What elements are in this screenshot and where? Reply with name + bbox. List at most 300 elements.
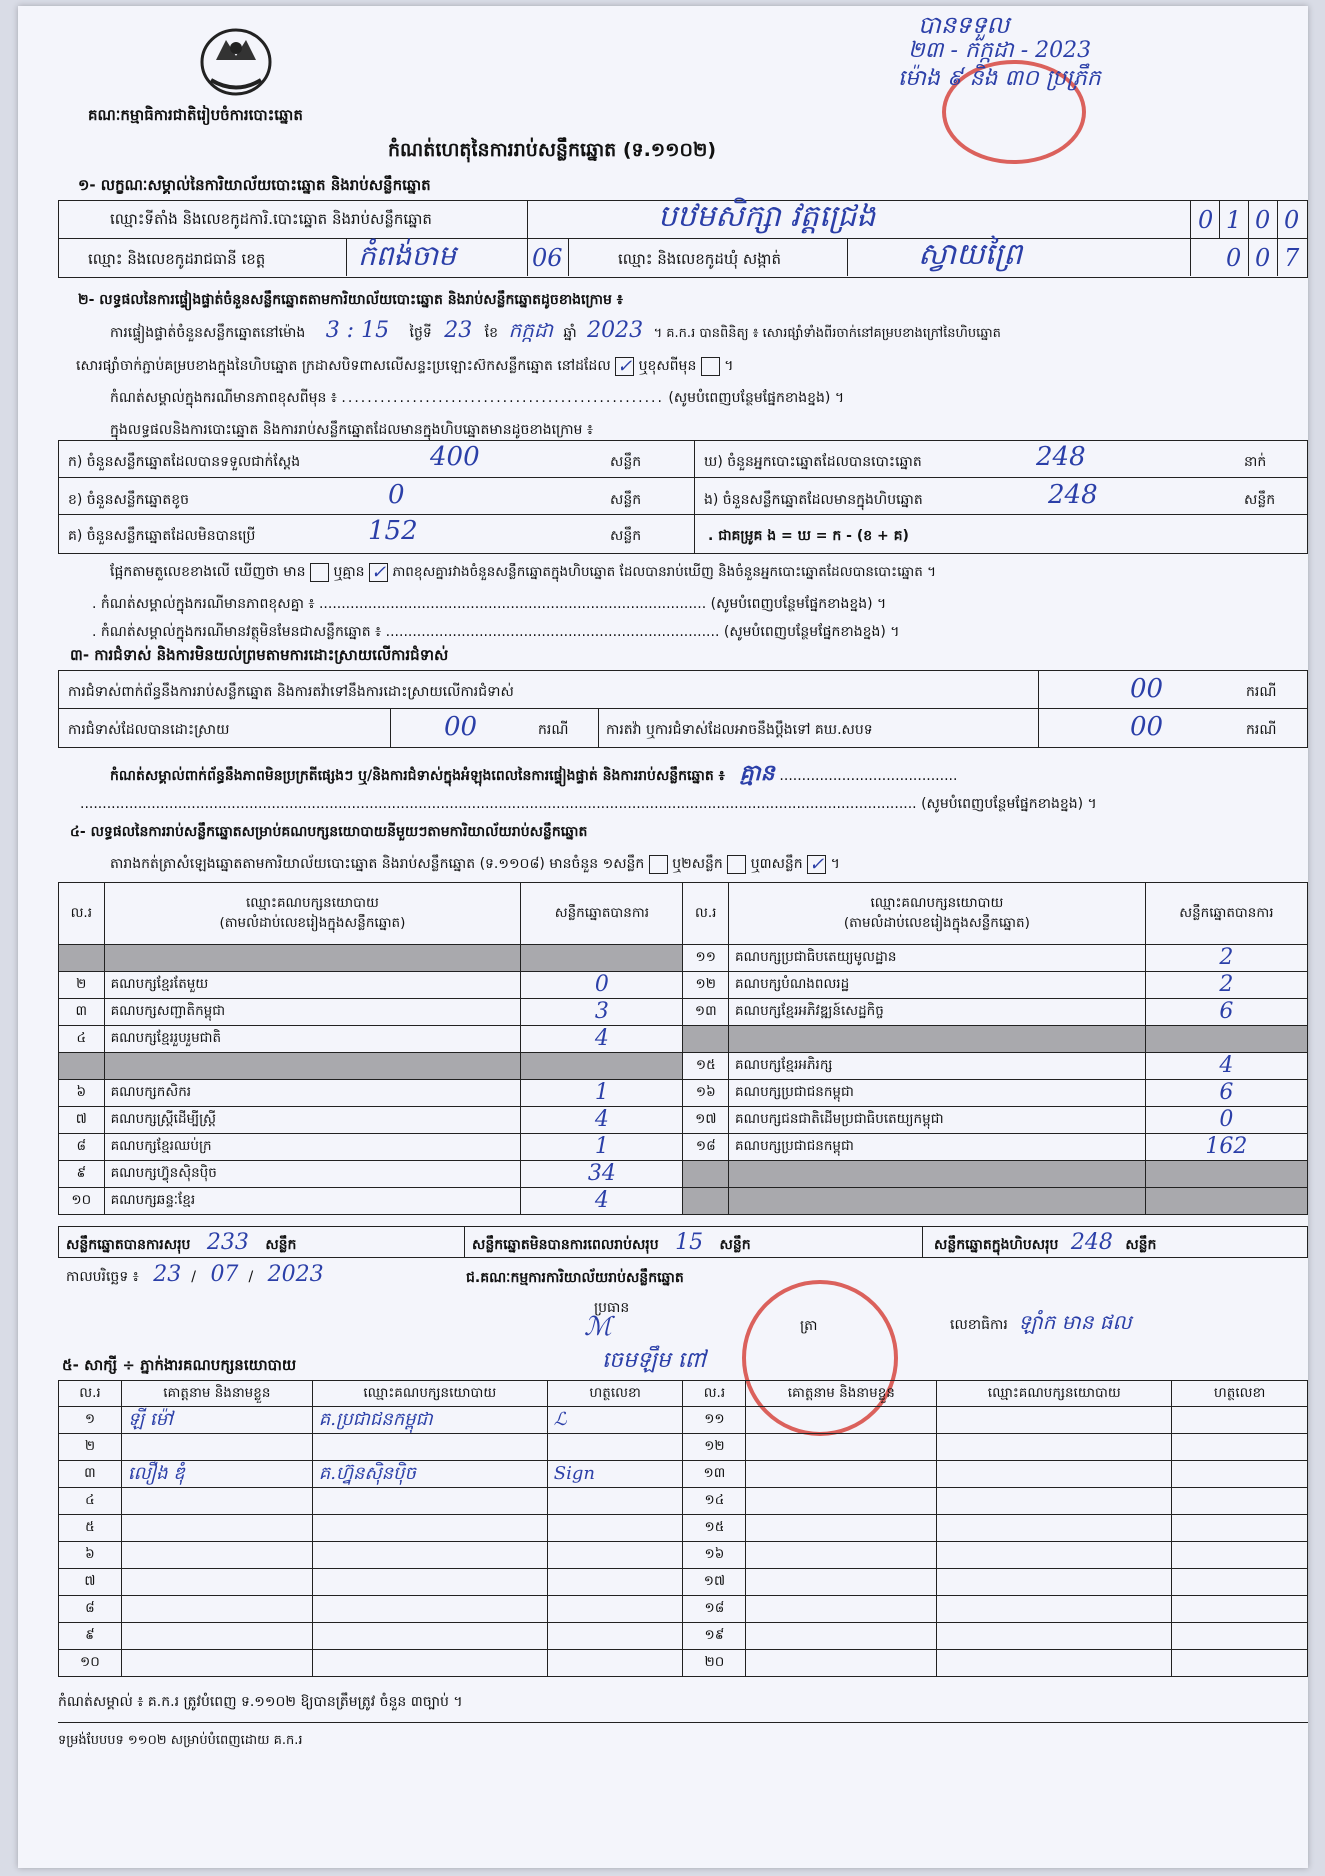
witness-party <box>937 1461 1172 1488</box>
date-line: កាលបរិច្ឆេទ ៖ 23 / 07 / 2023 <box>66 1262 324 1287</box>
commune-name: ស្វាយព្រៃ <box>918 237 1023 272</box>
party-votes: 4 <box>521 1107 683 1134</box>
witness-signature <box>1172 1623 1308 1650</box>
received-unit: សន្លឹក <box>610 454 642 470</box>
party-votes <box>521 945 683 972</box>
party-name: គណបក្សខ្មែរអភិវឌ្ឍន៍សេដ្ឋកិច្ច <box>729 999 1146 1026</box>
seal-label: ត្រា <box>800 1318 818 1334</box>
row-no <box>683 1161 729 1188</box>
party-votes: 0 <box>521 972 683 999</box>
witness-signature <box>547 1569 683 1596</box>
table-row <box>59 1623 1308 1650</box>
location-code-digit: 0 <box>1284 206 1300 234</box>
table-row <box>59 1461 1308 1488</box>
col-party-right-title: ឈ្មោះគណបក្សនយោបាយ <box>870 894 1004 911</box>
difference-result-text: ភាពខុសគ្នារវាងចំនួនសន្លឹកឆ្នោតក្នុងហិបឆ្នោត ដែលបានរាប់ឃើញ និងចំនួនអ្នកបោះឆ្នោតដែលបានបោះឆ្នោត ។ <box>392 564 936 580</box>
table-row <box>59 945 1308 972</box>
tally-sheet-intro: តារាងកត់ត្រាសំឡេងឆ្នោតតាមការិយាល័យបោះឆ្នោត និងរាប់សន្លឹកឆ្នោត (ទ.១១០៨) មានចំនួន ១សន្លឹក <box>110 856 645 872</box>
witness-party <box>937 1650 1172 1677</box>
party-name: គណបក្សជនជាតិដើមប្រជាធិបតេយ្យកម្ពុជា <box>729 1107 1146 1134</box>
difference-note-label: . កំណត់សម្គាល់ក្នុងករណីមានភាពខុសគ្នា ៖ <box>92 596 315 612</box>
box-total-unit: សន្លឹក <box>1125 1237 1157 1253</box>
receipt-note-line2: ២៣ - កក្កដា - 2023 <box>908 38 1092 63</box>
has-difference-checkbox[interactable] <box>310 563 329 582</box>
difference-result-prefix: ផ្អែកតាមតួលេខខាងលើ ឃើញថា មាន <box>110 564 306 580</box>
party-name <box>729 1188 1146 1215</box>
invalid-total-unit: សន្លឹក <box>719 1237 751 1253</box>
witness-no: ១៣ <box>683 1461 746 1488</box>
witness-party: គ.ហ្វ៊ុនស៊ិនប៉ិច <box>312 1461 547 1488</box>
irregularity-fill-line: ............................................................................................................................................................................................ (សូមបំពេញបន្ថែមផ្នែកខាងខ្នង) ។ <box>80 796 1097 812</box>
resolved-value: 00 <box>444 712 478 742</box>
party-name <box>729 1161 1146 1188</box>
party-votes: 2 <box>1145 972 1307 999</box>
appeal-label: ការតវ៉ា ឬការជំទាស់ដែលអាចនឹងប្តឹងទៅ គឃ.សបទ <box>606 722 873 738</box>
difference-result-line <box>110 562 936 583</box>
appeal-unit: ករណី <box>1246 722 1277 738</box>
witness-party <box>937 1542 1172 1569</box>
w-col-sign-left: ហត្ថលេខា <box>547 1381 683 1407</box>
party-name: គណបក្សហ៊្វុនស៊ិនប៉ិច <box>104 1161 521 1188</box>
invalid-total: 15 <box>675 1230 704 1255</box>
witness-no: ៥ <box>59 1515 122 1542</box>
witness-name <box>746 1596 937 1623</box>
party-votes: 2 <box>1145 945 1307 972</box>
table-row <box>59 972 1308 999</box>
no-difference-label: ឬគ្មាន <box>333 564 365 580</box>
same-check-mark: ✓ <box>617 355 633 377</box>
same-checkbox[interactable] <box>615 357 634 376</box>
witness-no: ៦ <box>59 1542 122 1569</box>
witness-name <box>121 1515 312 1542</box>
col-party-left-sub: (តាមលំដាប់លេខរៀងក្នុងសន្លឹកឆ្នោត) <box>219 914 406 931</box>
party-votes <box>1145 1161 1307 1188</box>
witness-no: ១៤ <box>683 1488 746 1515</box>
table-row <box>59 1569 1308 1596</box>
witness-signature: Sign <box>547 1461 683 1488</box>
witness-party <box>312 1542 547 1569</box>
receipt-note-line3: ម៉ោង ៩ និង ៣០ ប្រភ្រឹក <box>898 66 1101 91</box>
witness-name <box>746 1650 937 1677</box>
witness-no: ១៥ <box>683 1515 746 1542</box>
party-name: គណបក្សប្រជាធិបតេយ្យមូលដ្ឋាន <box>729 945 1146 972</box>
section5-title: ៥- សាក្សី ÷ ភ្នាក់ងារគណបក្សនយោបាយ <box>62 1356 297 1374</box>
row-no: ១១ <box>683 945 729 972</box>
table-row <box>59 1107 1308 1134</box>
table-row <box>59 999 1308 1026</box>
three-sheet-check-mark: ✓ <box>809 853 825 875</box>
witness-name <box>121 1488 312 1515</box>
witness-name <box>121 1650 312 1677</box>
witness-name <box>746 1515 937 1542</box>
col-votes-right: សន្លឹកឆ្នោតបានការ <box>1145 883 1307 945</box>
table-row <box>59 1188 1308 1215</box>
witness-party <box>937 1488 1172 1515</box>
witness-party <box>312 1569 547 1596</box>
three-sheet-label: ឬ៣សន្លឹក <box>750 856 803 872</box>
section3-title: ៣- ការជំទាស់ និងការមិនយល់ព្រមតាមការដោះស្រាយលើការជំទាស់ <box>70 646 449 664</box>
chair-label: ប្រធាន <box>594 1300 630 1316</box>
row-no <box>683 1188 729 1215</box>
col-party-left <box>104 883 521 945</box>
row-no: ២ <box>59 972 105 999</box>
footer-note: កំណត់សម្គាល់ ៖ គ.ក.រ ត្រូវបំពេញ ទ.១១០២ ឱ្យបានត្រឹមត្រូវ ចំនួន ៣ច្បាប់ ។ <box>58 1694 463 1710</box>
one-sheet-checkbox[interactable] <box>649 855 668 874</box>
party-votes: 4 <box>521 1188 683 1215</box>
difference-note-line: . កំណត់សម្គាល់ក្នុងករណីមានភាពខុសគ្នា ៖ ....................................................................................... (សូមបំពេញបន្ថែមផ្នែកខាងខ្នង) ។ <box>92 596 887 612</box>
province-name: កំពង់ចាម <box>358 239 456 272</box>
irregularity-note-value: គ្មាន <box>739 760 775 786</box>
voters-label: ឃ) ចំនួនអ្នកបោះឆ្នោតដែលបានបោះឆ្នោត <box>704 454 922 470</box>
witness-name <box>121 1542 312 1569</box>
two-sheet-checkbox[interactable] <box>727 855 746 874</box>
witness-party <box>937 1569 1172 1596</box>
form-page <box>18 6 1308 1868</box>
party-name: គណបក្សប្រជាជនកម្ពុជា <box>729 1134 1146 1161</box>
witness-party <box>312 1515 547 1542</box>
witness-name <box>746 1488 937 1515</box>
different-label: ឬខុសពីមុន <box>638 358 697 374</box>
invalid-total-label: សន្លឹកឆ្នោតមិនបានការពេលរាប់សរុប <box>472 1237 659 1253</box>
secretary-label: លេខាធិការ <box>950 1317 1008 1333</box>
committee-name: គណៈកម្មាធិការជាតិរៀបចំការបោះឆ្នោត <box>88 106 303 124</box>
irregularity-note-label: កំណត់សម្គាល់ពាក់ព័ន្ធនឹងភាពមិនប្រក្រតីផ្សេងៗ ឬ/និងការជំទាស់ក្នុងអំឡុងពេលនៃការផ្ទៀងផ្ទាត់ និងការរាប់សន្លឹកឆ្នោត ៖ <box>110 768 725 784</box>
witness-party <box>937 1407 1172 1434</box>
row-no: ៨ <box>59 1134 105 1161</box>
party-name <box>729 1026 1146 1053</box>
three-sheet-checkbox[interactable] <box>807 855 826 874</box>
party-votes: 3 <box>521 999 683 1026</box>
w-col-name-left: គោត្តនាម និងនាមខ្លួន <box>121 1381 312 1407</box>
party-votes: 6 <box>1145 999 1307 1026</box>
witness-no: ២ <box>59 1434 122 1461</box>
irregularity-fill-note: (សូមបំពេញបន្ថែមផ្នែកខាងខ្នង) ។ <box>921 796 1097 812</box>
irregularity-note-line: កំណត់សម្គាល់ពាក់ព័ន្ធនឹងភាពមិនប្រក្រតីផ្សេងៗ ឬ/និងការជំទាស់ក្នុងអំឡុងពេលនៃការផ្ទៀងផ្ទាត់ និងការរាប់សន្លឹកឆ្នោត ៖ គ្មាន ........................................ <box>110 760 958 786</box>
witness-no: ១៧ <box>683 1569 746 1596</box>
table-row <box>59 1053 1308 1080</box>
invalid-total-line <box>472 1232 751 1256</box>
witness-signature <box>1172 1569 1308 1596</box>
witness-name <box>121 1434 312 1461</box>
diff-note-line: កំណត់សម្គាល់ក្នុងករណីមានភាពខុសពីមុន ៖ .................................................. (សូមបំពេញបន្ថែមផ្នែកខាងខ្នង) ។ <box>110 390 845 406</box>
date-label: កាលបរិច្ឆេទ ៖ <box>66 1269 139 1285</box>
party-votes: 1 <box>521 1134 683 1161</box>
location-code-digit: 0 <box>1255 206 1271 234</box>
form-id: ទម្រង់បែបបទ ១១០២ សម្រាប់បំពេញដោយ គ.ក.រ <box>58 1733 303 1748</box>
commune-label: ឈ្មោះ និងលេខកូដឃុំ សង្កាត់ <box>618 250 781 268</box>
commune-code-digit: 0 <box>1255 244 1271 272</box>
witness-party <box>937 1434 1172 1461</box>
witness-signature <box>547 1434 683 1461</box>
count-intro: ក្នុងលទ្ធផលនិងការបោះឆ្នោត និងការរាប់សន្លឹកឆ្នោតដែលមានក្នុងហិបឆ្នោតមានដូចខាងក្រោម ៖ <box>110 422 594 438</box>
location-label: ឈ្មោះទីតាំង និងលេខកូដការិ.បោះឆ្នោត និងរាប់សន្លឹកឆ្នោត <box>110 210 432 228</box>
seal-status-text: សោរ​ផ្សាំ​ចាក់​ភ្ជាប់​គម្រប​ខាងក្នុង​នៃ​ហិប​ឆ្នោត ក្រដាស​បិទ​ពាសលើ​សន្ទះ​ប្រឡោះ​ស៊ក​សន្លឹក​ឆ្នោត នៅ​ដដែល <box>76 358 611 374</box>
witness-no: ១២ <box>683 1434 746 1461</box>
witness-signature <box>547 1623 683 1650</box>
witness-signature <box>1172 1461 1308 1488</box>
witness-signature <box>1172 1515 1308 1542</box>
witness-table <box>58 1380 1308 1677</box>
spoiled-value: 0 <box>388 480 405 510</box>
chair-name: ចេមឡឹម ពៅ <box>602 1348 706 1373</box>
verify-month-label: ខែ <box>484 325 498 341</box>
witness-party <box>312 1596 547 1623</box>
witness-name <box>746 1434 937 1461</box>
witness-no: ១១ <box>683 1407 746 1434</box>
col-votes-left: សន្លឹកឆ្នោតបានការ <box>521 883 683 945</box>
voters-value: 248 <box>1036 442 1086 472</box>
location-code-digit: 1 <box>1226 206 1242 234</box>
row-no: ៦ <box>59 1080 105 1107</box>
row-no <box>59 1053 105 1080</box>
witness-no: ៣ <box>59 1461 122 1488</box>
section4-title: ៤- លទ្ធផលនៃការរាប់សន្លឹកឆ្នោតសម្រាប់គណបក្សនយោបាយនីមួយៗតាមការិយាល័យរាប់សន្លឹកឆ្នោត <box>70 824 588 840</box>
verify-time: 3 : 15 <box>325 318 390 343</box>
row-no: ១៣ <box>683 999 729 1026</box>
row-no: ១៨ <box>683 1134 729 1161</box>
party-name: គណបក្សខ្មែរឈប់ក្រ <box>104 1134 521 1161</box>
received-value: 400 <box>430 442 480 472</box>
witness-party <box>312 1488 547 1515</box>
party-votes: 4 <box>1145 1053 1307 1080</box>
verify-time-line <box>110 320 1001 344</box>
no-difference-checkbox[interactable] <box>369 563 388 582</box>
row-no <box>59 945 105 972</box>
party-name: គណបក្សខ្មែរតែមួយ <box>104 972 521 999</box>
unused-value: 152 <box>368 516 418 546</box>
witness-signature <box>547 1515 683 1542</box>
witness-signature <box>1172 1407 1308 1434</box>
witness-name <box>746 1461 937 1488</box>
table-row <box>59 1650 1308 1677</box>
party-votes: 34 <box>521 1161 683 1188</box>
objection-value: 00 <box>1130 674 1164 704</box>
witness-signature <box>1172 1596 1308 1623</box>
table-row <box>59 1434 1308 1461</box>
verify-day-label: ថ្ងៃទី <box>409 325 432 341</box>
witness-name <box>746 1407 937 1434</box>
witness-name <box>121 1569 312 1596</box>
appeal-value: 00 <box>1130 712 1164 742</box>
valid-total-label: សន្លឹកឆ្នោតបានការសរុប <box>66 1237 191 1253</box>
witness-name: ឡី ម៉ៅ <box>121 1407 312 1434</box>
verify-day: 23 <box>444 318 473 343</box>
col-party-right <box>729 883 1146 945</box>
row-no: ៩ <box>59 1161 105 1188</box>
voters-unit: នាក់ <box>1244 454 1267 470</box>
date-month: 07 <box>210 1262 239 1287</box>
table-row <box>59 1515 1308 1542</box>
col-no-right: ល.រ <box>683 883 729 945</box>
col-party-left-title: ឈ្មោះគណបក្សនយោបាយ <box>245 894 379 911</box>
commune-code-digit: 7 <box>1284 244 1300 272</box>
row-no: ១៥ <box>683 1053 729 1080</box>
party-votes: 0 <box>1145 1107 1307 1134</box>
witness-name <box>121 1623 312 1650</box>
party-votes: 6 <box>1145 1080 1307 1107</box>
date-year: 2023 <box>267 1262 324 1287</box>
different-checkbox[interactable] <box>701 357 720 376</box>
witness-party <box>937 1515 1172 1542</box>
formula: . ជាគម្រូគ ង = ឃ = ក - (ខ + គ) <box>708 528 909 544</box>
party-name <box>104 1053 521 1080</box>
party-results-table <box>58 882 1308 1215</box>
witness-party <box>312 1434 547 1461</box>
verify-year: 2023 <box>587 318 644 343</box>
witness-no: ១៩ <box>683 1623 746 1650</box>
table-row <box>59 1026 1308 1053</box>
tally-sheet-line: តារាងកត់ត្រាសំឡេងឆ្នោតតាមការិយាល័យបោះឆ្នោត និងរាប់សន្លឹកឆ្នោត (ទ.១១០៨) មានចំនួន ១សន្លឹក ឬ២សន្លឹក ឬ៣សន្លឹក ✓ ។ <box>110 853 840 875</box>
witness-name <box>746 1569 937 1596</box>
witness-party: គ.ប្រជាជនកម្ពុជា <box>312 1407 547 1434</box>
party-votes: 162 <box>1145 1134 1307 1161</box>
witness-party <box>937 1596 1172 1623</box>
box-total: 248 <box>1070 1230 1113 1255</box>
w-col-name-right: គោត្តនាម និងនាមខ្លួន <box>746 1381 937 1407</box>
table-row <box>59 1488 1308 1515</box>
valid-total-line <box>66 1232 296 1256</box>
spoiled-label: ខ) ចំនួនសន្លឹកឆ្នោតខូច <box>68 492 189 508</box>
secretary-name: ឡាំក មាន ផល <box>1018 1310 1132 1334</box>
witness-signature: ℒ <box>547 1407 683 1434</box>
w-col-party-right: ឈ្មោះគណបក្សនយោបាយ <box>937 1381 1172 1407</box>
witness-signature <box>1172 1488 1308 1515</box>
spoiled-unit: សន្លឹក <box>610 492 642 508</box>
witness-party <box>937 1623 1172 1650</box>
row-no: ១០ <box>59 1188 105 1215</box>
form-title: កំណត់ហេតុនៃការរាប់សន្លឹកឆ្នោត (ទ.១១០២) <box>388 139 717 161</box>
witness-signature <box>547 1488 683 1515</box>
party-votes <box>1145 1026 1307 1053</box>
w-col-no-left: ល.រ <box>59 1381 122 1407</box>
party-votes <box>521 1053 683 1080</box>
in-box-unit: សន្លឹក <box>1244 492 1276 508</box>
row-no: ៧ <box>59 1107 105 1134</box>
witness-no: ៧ <box>59 1569 122 1596</box>
box-total-label: សន្លឹកឆ្នោតក្នុងហិបសរុប <box>934 1237 1059 1253</box>
witness-signature <box>1172 1434 1308 1461</box>
two-sheet-label: ឬ២សន្លឹក <box>672 856 723 872</box>
table-row <box>59 1407 1308 1434</box>
committee-label: ជ.គណៈកម្មការការិយាល័យរាប់សន្លឹកឆ្នោត <box>466 1270 684 1286</box>
witness-name <box>121 1596 312 1623</box>
box-total-line <box>934 1232 1156 1256</box>
in-box-label: ង) ចំនួនសន្លឹកឆ្នោតដែលមានក្នុងហិបឆ្នោត <box>704 492 923 508</box>
party-name: គណបក្សបំណងពលរដ្ឋ <box>729 972 1146 999</box>
foreign-object-fill-note: (សូមបំពេញបន្ថែមផ្នែកខាងខ្នង) ។ <box>723 624 900 640</box>
witness-name <box>746 1542 937 1569</box>
w-col-sign-right: ហត្ថលេខា <box>1172 1381 1308 1407</box>
row-no: ១២ <box>683 972 729 999</box>
in-box-value: 248 <box>1048 480 1098 510</box>
valid-total-unit: សន្លឹក <box>265 1237 297 1253</box>
unused-label: គ) ចំនួនសន្លឹកឆ្នោតដែលមិនបានប្រើ <box>68 528 256 544</box>
witness-signature <box>547 1650 683 1677</box>
witness-party <box>312 1650 547 1677</box>
row-no <box>683 1026 729 1053</box>
province-label: ឈ្មោះ និងលេខកូដរាជធានី ខេត្ត <box>88 250 266 268</box>
witness-no: ៨ <box>59 1596 122 1623</box>
diff-fill-note: (សូមបំពេញបន្ថែមផ្នែកខាងខ្នង) ។ <box>668 390 845 406</box>
witness-no: ១ <box>59 1407 122 1434</box>
chair-signature-icon: ℳ <box>584 1312 612 1342</box>
row-no: ១៧ <box>683 1107 729 1134</box>
witness-no: ២០ <box>683 1650 746 1677</box>
witness-party <box>312 1623 547 1650</box>
verify-time-label: ការផ្ទៀងផ្ទាត់ចំនួនសន្លឹកឆ្នោតនៅម៉ោង <box>110 325 306 341</box>
party-name: គណបក្សកសិករ <box>104 1080 521 1107</box>
resolved-unit: ករណី <box>538 722 569 738</box>
witness-no: ១០ <box>59 1650 122 1677</box>
verify-inspect-text: ។ គ.ក.រ បានពិនិត្យ ៖ សោរ​ផ្សាំ​ទាំងពីរ​ចាក់​នៅ​គម្រប​ខាង​ក្រៅ​នៃ​ហិប​ឆ្នោត <box>653 326 1001 341</box>
verify-year-label: ឆ្នាំ <box>563 325 577 341</box>
witness-no: ១៨ <box>683 1596 746 1623</box>
w-col-no-right: ល.រ <box>683 1381 746 1407</box>
party-votes <box>1145 1188 1307 1215</box>
party-name: គណបក្សខ្មែររួបរួមជាតិ <box>104 1026 521 1053</box>
witness-signature <box>547 1596 683 1623</box>
section2-title: ២- លទ្ធផលនៃការផ្ទៀងផ្ទាត់ចំនួនសន្លឹកឆ្នោតតាមការិយាល័យបោះឆ្នោត និងរាប់សន្លឹកឆ្នោតដូចខាងក្រោម ៖ <box>78 292 623 308</box>
party-name: គណបក្សខ្មែរអភិរក្ស <box>729 1053 1146 1080</box>
party-name: គណបក្សសញ្ជាតិកម្ពុជា <box>104 999 521 1026</box>
secretary-line <box>950 1312 1132 1336</box>
witness-signature <box>1172 1650 1308 1677</box>
difference-fill-note: (សូមបំពេញបន្ថែមផ្នែកខាងខ្នង) ។ <box>710 596 887 612</box>
verify-month: កក្កដា <box>508 318 553 342</box>
witness-signature <box>547 1542 683 1569</box>
witness-name <box>746 1623 937 1650</box>
unused-unit: សន្លឹក <box>610 528 642 544</box>
location-name: បឋមសិក្សា វត្តជ្រេង <box>658 199 876 234</box>
witness-signature <box>1172 1542 1308 1569</box>
witness-name: លឿង ឌុំ <box>121 1461 312 1488</box>
w-col-party-left: ឈ្មោះគណបក្សនយោបាយ <box>312 1381 547 1407</box>
emblem-icon <box>186 20 286 100</box>
diff-note-label: កំណត់សម្គាល់ក្នុងករណីមានភាពខុសពីមុន ៖ <box>110 390 337 406</box>
foreign-object-note-line: . កំណត់សម្គាល់ក្នុងករណីមានវត្ថុមិនមែនជាសន្លឹកឆ្នោត ៖ ........................................................................... (សូមបំពេញបន្ថែមផ្នែកខាងខ្នង) ។ <box>92 624 900 640</box>
objection-label: ការជំទាស់ពាក់ព័ន្ធនឹងការរាប់សន្លឹកឆ្នោត និងការតវ៉ាទៅនឹងការដោះស្រាយលើការជំទាស់ <box>68 684 514 700</box>
party-name: គណបក្សស្រ្តីដើម្បីស្រ្តី <box>104 1107 521 1134</box>
location-code-digit: 0 <box>1198 206 1214 234</box>
party-name: គណបក្សឆន្ទៈខ្មែរ <box>104 1188 521 1215</box>
seal-status-line: សោរ​ផ្សាំ​ចាក់​ភ្ជាប់​គម្រប​ខាងក្នុង​នៃ​ហិប​ឆ្នោត ក្រដាស​បិទ​ពាសលើ​សន្ទះ​ប្រឡោះ​ស៊ក​សន្លឹក​ឆ្នោត នៅ​ដដែល ✓ ឬខុសពីមុន ។ <box>76 355 734 377</box>
witness-no: ៤ <box>59 1488 122 1515</box>
party-votes: 4 <box>521 1026 683 1053</box>
receipt-note-line1: បាន​ទទួល <box>918 11 1010 39</box>
witness-no: ៩ <box>59 1623 122 1650</box>
province-code: 06 <box>532 244 563 272</box>
row-no: ៤ <box>59 1026 105 1053</box>
party-name: គណបក្សប្រជាជនកម្ពុជា <box>729 1080 1146 1107</box>
date-day: 23 <box>153 1262 182 1287</box>
witness-no: ១៦ <box>683 1542 746 1569</box>
resolved-label: ការជំទាស់ដែលបានដោះស្រាយ <box>68 722 230 738</box>
table-row <box>59 1161 1308 1188</box>
received-label: ក) ចំនួនសន្លឹកឆ្នោតដែលបានទទួលជាក់ស្តែង <box>68 454 301 470</box>
row-no: ១៦ <box>683 1080 729 1107</box>
party-name <box>104 945 521 972</box>
no-difference-check-mark: ✓ <box>370 561 387 583</box>
row-no: ៣ <box>59 999 105 1026</box>
objection-unit: ករណី <box>1246 684 1277 700</box>
section1-title: ១- លក្ខណៈសម្គាល់នៃការិយាល័យបោះឆ្នោត និងរាប់សន្លឹកឆ្នោត <box>78 176 431 194</box>
col-party-right-sub: (តាមលំដាប់លេខរៀងក្នុងសន្លឹកឆ្នោត) <box>843 914 1030 931</box>
party-votes: 1 <box>521 1080 683 1107</box>
col-no-left: ល.រ <box>59 883 105 945</box>
table-row <box>59 1596 1308 1623</box>
foreign-object-note-label: . កំណត់សម្គាល់ក្នុងករណីមានវត្ថុមិនមែនជាសន្លឹកឆ្នោត ៖ <box>92 624 382 640</box>
table-row <box>59 1080 1308 1107</box>
